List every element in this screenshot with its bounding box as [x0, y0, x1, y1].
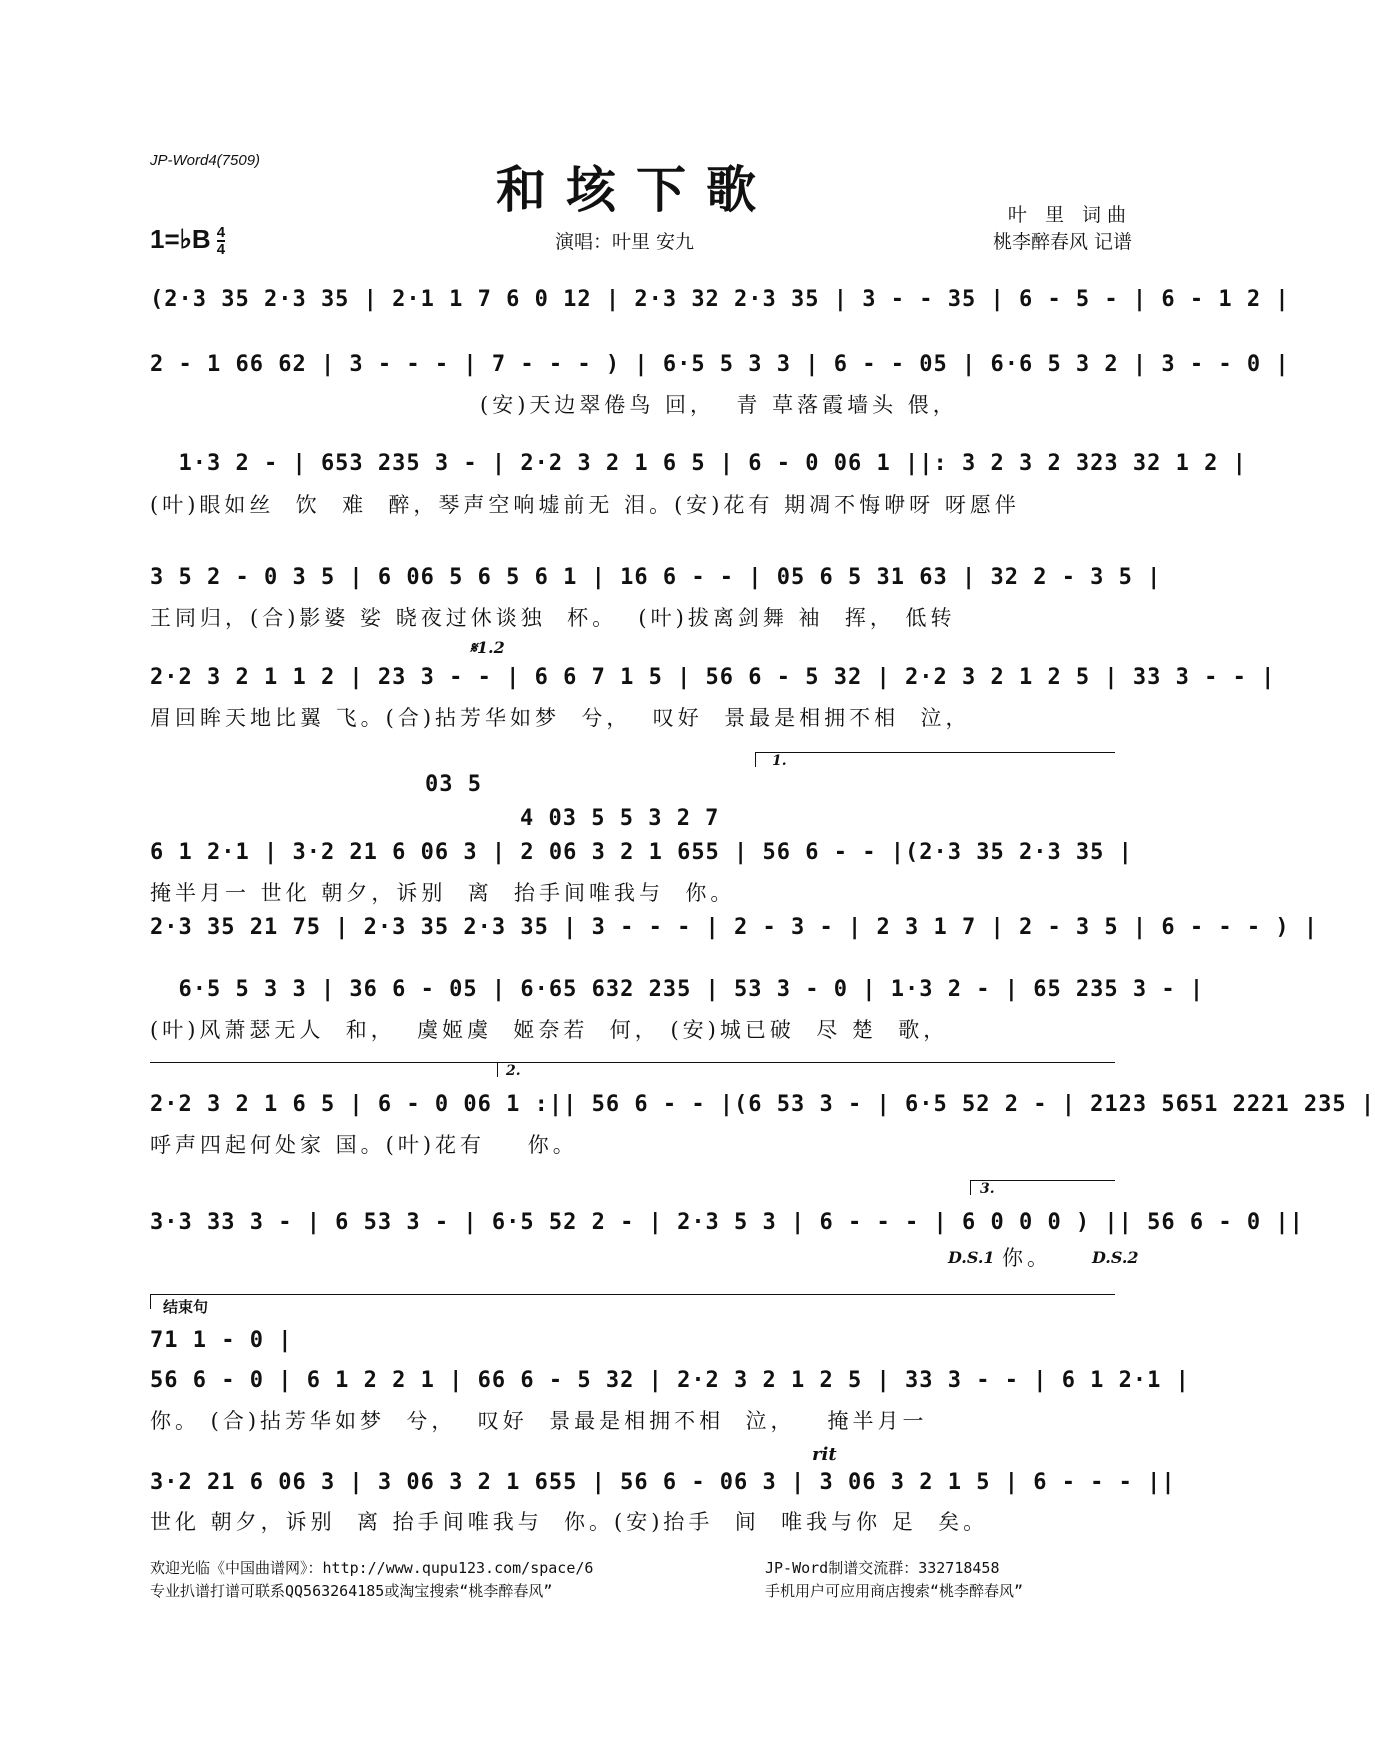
- notation-line: 6 1 2·1 | 3·2 21 6 06 3 | 2 06 3 2 1 655 | 56 6 - - |(2·3 35 2·3 35 |: [150, 840, 1133, 865]
- lyric-line: 王同归，(合)影婆 娑 晓夜过休谈独 杯。 (叶)拔离剑舞 袖 挥， 低转: [150, 606, 956, 630]
- notation-line: 3·3 33 3 - | 6 53 3 - | 6·5 52 2 - | 2·3 5 3 | 6 - - - | 6 0 0 0 ) || 56 6 - 0 ||: [150, 1210, 1304, 1235]
- lyric-line: (叶)风萧瑟无人 和， 虞姬虞 姬奈若 何， (安)城已破 尽 楚 歌，: [150, 1018, 949, 1042]
- notation-line: 2·2 3 2 1 6 5 | 6 - 0 06 1 :|| 56 6 - - |(6 53 3 - | 6·5 52 2 - | 2123 5651 2221 235 |: [150, 1092, 1375, 1117]
- lyric-line: (叶)眼如丝 饮 难 醉，琴声空响墟前无 泪。(安)花有 期凋不悔咿呀 呀愿伴: [150, 493, 1020, 517]
- time-numerator: 4: [216, 224, 226, 242]
- lyric-line: 世化 朝夕，诉别 离 抬手间唯我与 你。(安)抬手 间 唯我与你 足 矣。: [150, 1510, 989, 1534]
- lyric-line: 掩半月一 世化 朝夕，诉别 离 抬手间唯我与 你。: [150, 881, 736, 905]
- credit-lyrics-music: 叶 里 词曲: [1007, 204, 1132, 226]
- ds1-mark: D.S.1: [948, 1248, 995, 1267]
- segno-mark: 𝄋1.2: [470, 638, 505, 657]
- notation-line: 3·2 21 6 06 3 | 3 06 3 2 1 655 | 56 6 - 06 3 | 3 06 3 2 1 5 | 6 - - - ||: [150, 1470, 1176, 1495]
- notation-line: (2·3 35 2·3 35 | 2·1 1 7 6 0 12 | 2·3 32 2·3 35 | 3 - - 35 | 6 - 5 - | 6 - 1 2 |: [150, 287, 1290, 312]
- system-line: [150, 1294, 1115, 1295]
- coda-notation: 71 1 - 0 |: [150, 1328, 293, 1353]
- key-label: 1=♭B: [150, 224, 211, 254]
- footer-group: JP-Word制谱交流群：332718458: [765, 1559, 1000, 1577]
- ending-line: [755, 752, 1115, 753]
- lyric-line: (安)天边翠倦鸟 回， 青 草落霞墙头 偎，: [480, 393, 958, 417]
- notation-line: 6·5 5 3 3 | 36 6 - 05 | 6·65 632 235 | 53 3 - 0 | 1·3 2 - | 65 235 3 - |: [150, 977, 1205, 1002]
- rit-mark: rit: [812, 1444, 837, 1465]
- lyric-line: 呼声四起何处家 国。(叶)花有 你。: [150, 1133, 578, 1157]
- ending-2-mark: 2.: [506, 1063, 521, 1079]
- footer-website: 欢迎光临《中国曲谱网》：http://www.qupu123.com/space/6: [150, 1559, 594, 1577]
- performer: 演唱：叶里 安九: [555, 231, 695, 253]
- notation-line: 1·3 2 - | 653 235 3 - | 2·2 3 2 1 6 5 | 6 - 0 06 1 ||: 3 2 3 2 323 32 1 2 |: [150, 451, 1247, 476]
- coda-label: 结束句: [163, 1298, 209, 1316]
- system-line: [150, 1062, 1115, 1063]
- ending-1-mark: 1.: [772, 753, 787, 769]
- software-label: JP-Word4(7509): [150, 152, 261, 169]
- key-signature: [150, 224, 225, 257]
- time-denominator: 4: [216, 241, 226, 259]
- ending-3-mark: 3.: [980, 1181, 995, 1197]
- notation-line: 56 6 - 0 | 6 1 2 2 1 | 66 6 - 5 32 | 2·2 3 2 1 2 5 | 33 3 - - | 6 1 2·1 |: [150, 1368, 1190, 1393]
- time-signature: [217, 225, 225, 257]
- lyric-line: 你。 (合)拈芳华如梦 兮， 叹好 景最是相拥不相 泣， 掩半月一: [150, 1409, 928, 1433]
- alt-notation-line: 4 03 5 5 3 2 7: [520, 806, 720, 831]
- footer-mobile: 手机用户可应用商店搜索“桃李醉春风”: [765, 1582, 1024, 1600]
- notation-line: 2·2 3 2 1 1 2 | 23 3 - - | 6 6 7 1 5 | 56 6 - 5 32 | 2·2 3 2 1 2 5 | 33 3 - - |: [150, 665, 1276, 690]
- notation-line: 2 - 1 66 62 | 3 - - - | 7 - - - ) | 6·5 5 3 3 | 6 - - 05 | 6·6 5 3 2 | 3 - - 0 |: [150, 352, 1290, 377]
- footer-contact: 专业扒谱打谱可联系QQ563264185或淘宝搜索“桃李醉春风”: [150, 1582, 553, 1600]
- notation-line: 3 5 2 - 0 3 5 | 6 06 5 6 5 6 1 | 16 6 - - | 05 6 5 31 63 | 32 2 - 3 5 |: [150, 565, 1162, 590]
- credit-transcriber: 桃李醉春风 记谱: [992, 231, 1132, 253]
- ds2-mark: D.S.2: [1092, 1248, 1139, 1267]
- lyric-line: 眉回眸天地比翼 飞。(合)拈芳华如梦 兮， 叹好 景最是相拥不相 泣，: [150, 706, 971, 730]
- alt-notation-line: 03 5: [425, 772, 482, 797]
- notation-line: 2·3 35 21 75 | 2·3 35 2·3 35 | 3 - - - | 2 - 3 - | 2 3 1 7 | 2 - 3 5 | 6 - - - ) |: [150, 915, 1319, 940]
- song-title: 和垓下歌: [496, 160, 776, 219]
- ds1-lyric: 你。: [1002, 1246, 1052, 1270]
